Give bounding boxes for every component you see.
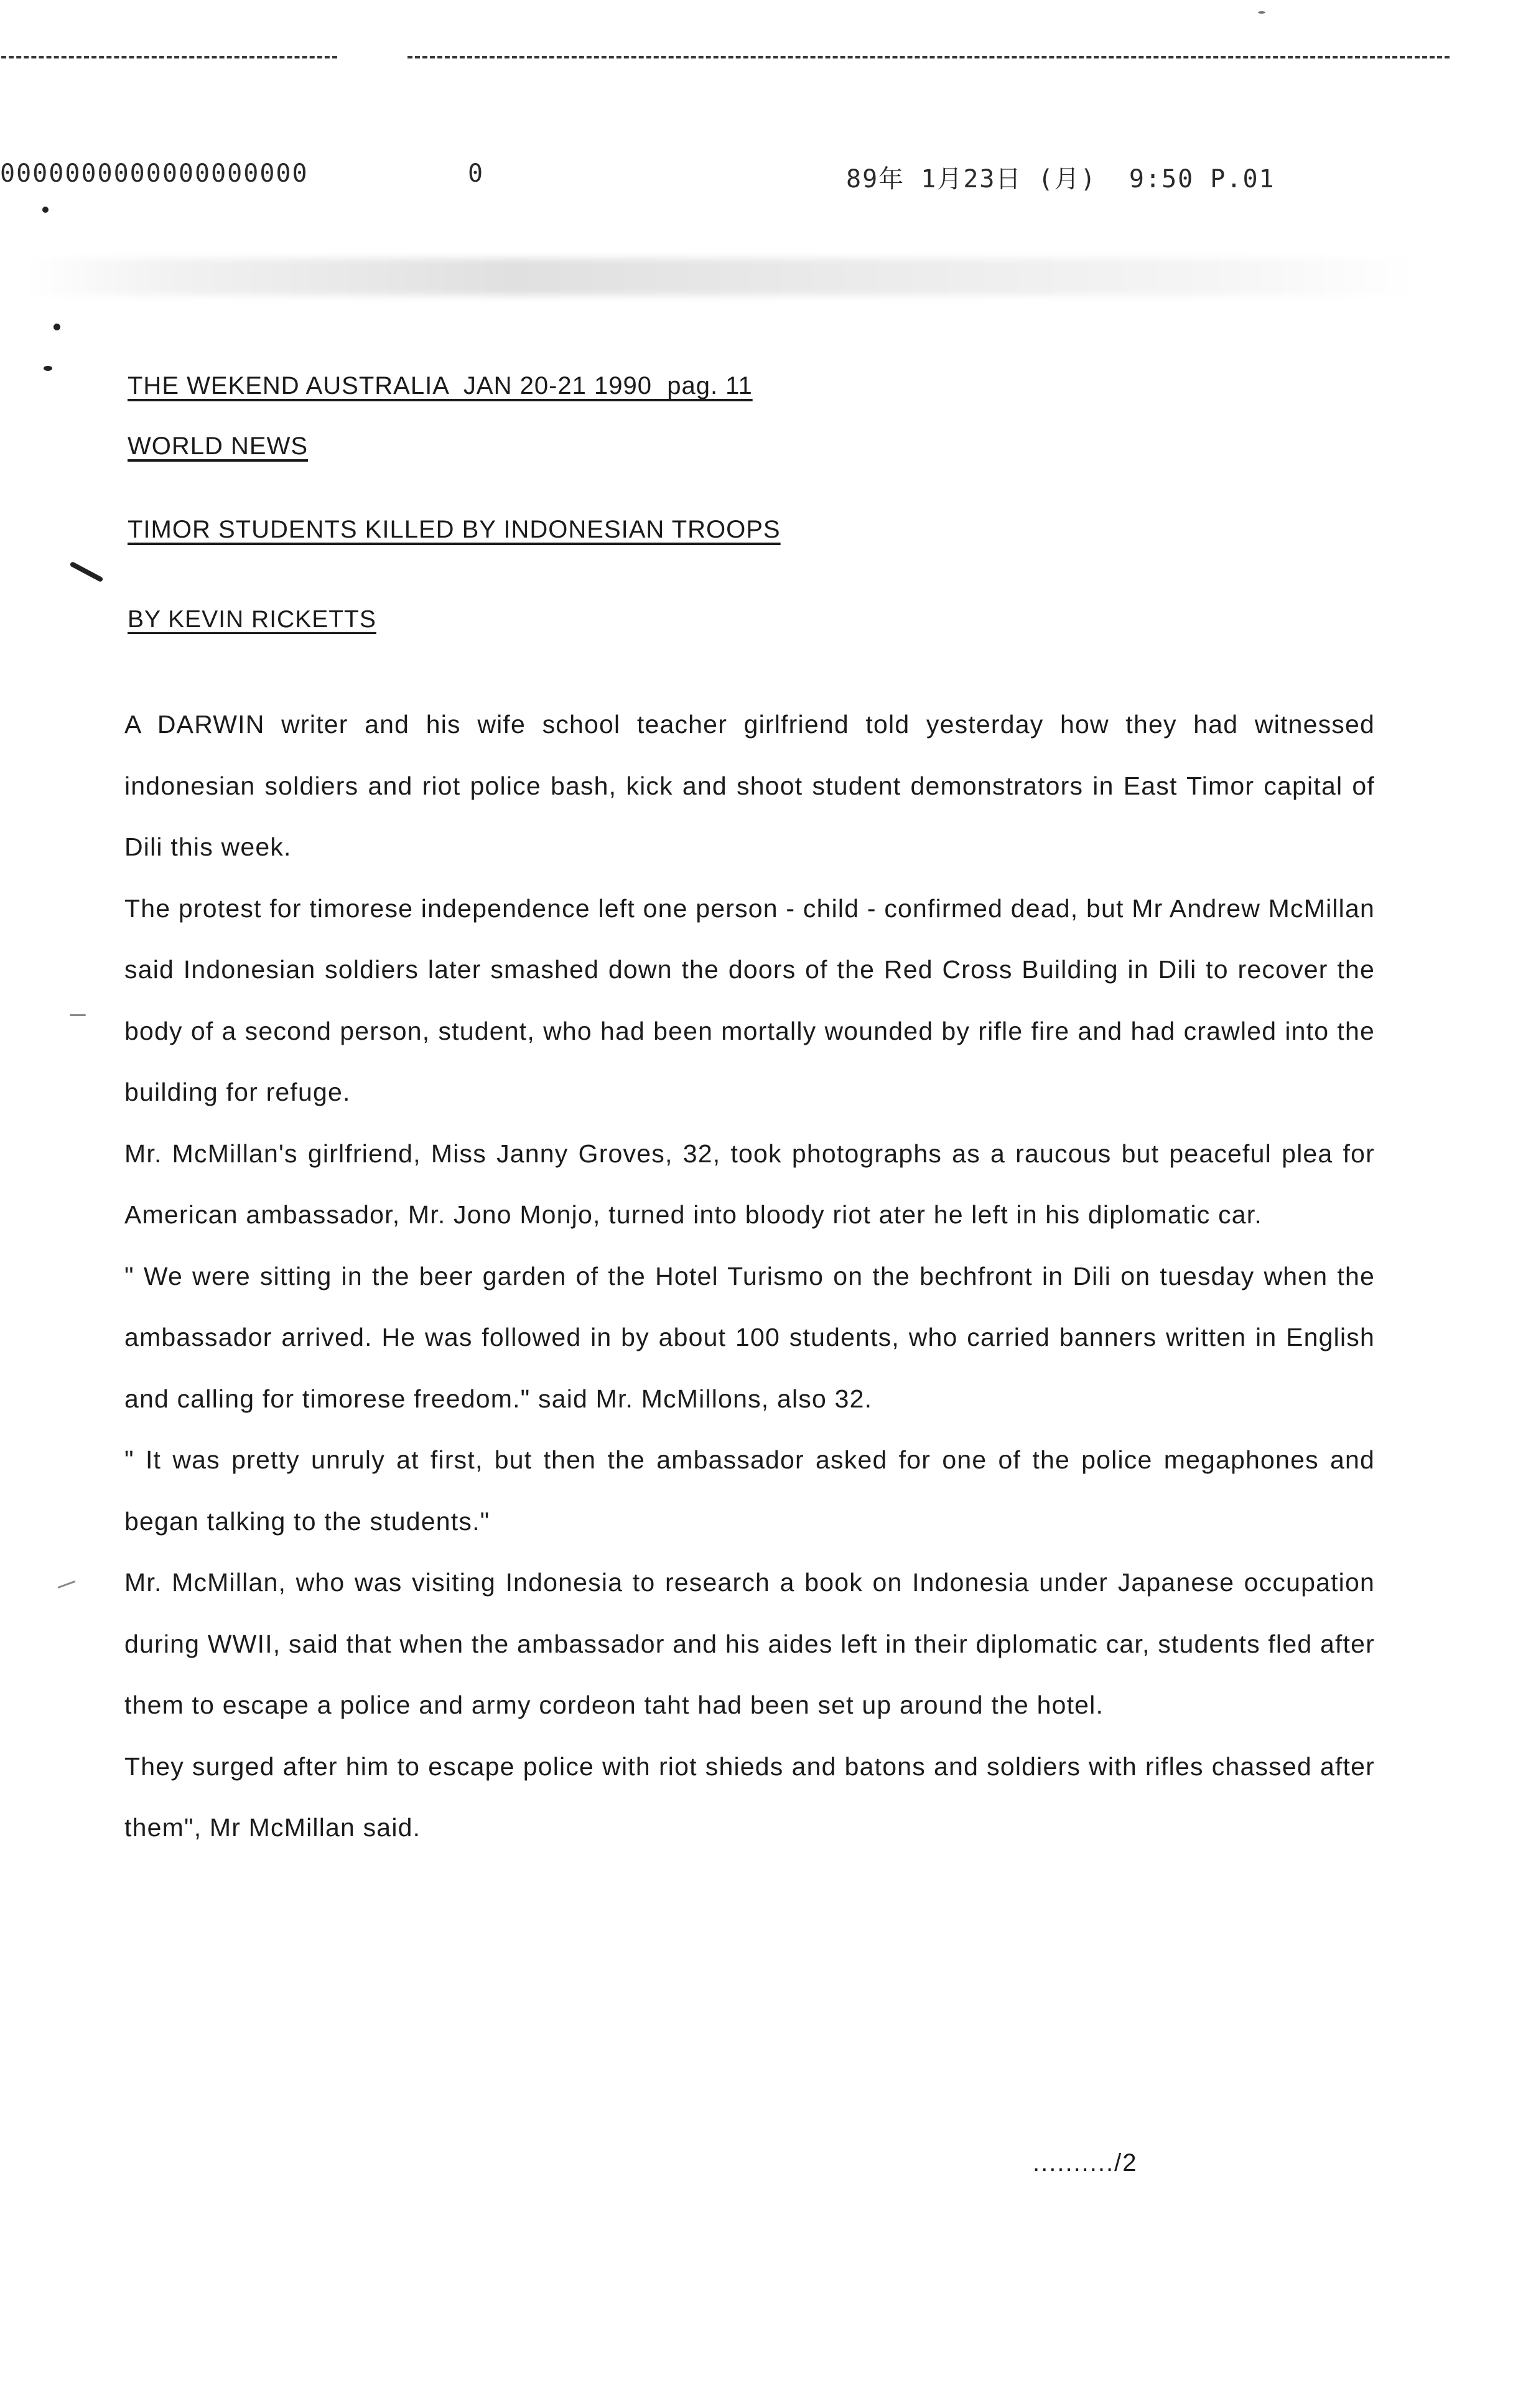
article-paragraph: " We were sitting in the beer garden of the Hotel Turismo on the bechfront in Dili on tuesday when the ambassador arrived. He was followed in by about 100 students, who carried banners written in English and calling for timorese freedom." said Mr. McMillons, also 32. [124, 1261, 1375, 1413]
article-body [124, 694, 1375, 1859]
fax-speck [70, 561, 104, 582]
fax-noise-band [25, 258, 1418, 296]
fax-speck [57, 1580, 75, 1589]
fax-header-code: 0000000000000000000 [0, 159, 309, 188]
page-continuation: ........../2 [1033, 2149, 1138, 2177]
fax-speck [44, 366, 52, 371]
article-paragraph: " It was pretty unruly at first, but then the ambassador asked for one of the police megaphones and began talking to the students." [124, 1445, 1375, 1536]
article-paragraph: They surged after him to escape police with riot shieds and batons and soldiers with rifles chassed after them", Mr McMillan said. [124, 1752, 1375, 1842]
article-paragraph: A DARWIN writer and his wife school teacher girlfriend told yesterday how they had witnessed indonesian soldiers and riot police bash, kick and shoot student demonstrators in East Timor capital of Dili this week. [124, 710, 1375, 861]
fax-header-timestamp: 89年 1月23日 (月) 9:50 P.01 [846, 165, 1275, 194]
article-paragraph: The protest for timorese independence left one person - child - confirmed dead, but Mr Andrew McMillan said Indonesian soldiers later smashed down the doors of the Red Cross Building in Dili to recover the body of a second person, student, who had been mortally wounded by rifle fire and had crawled into the building for refuge. [124, 894, 1375, 1106]
fax-top-dashed-rule-left [1, 56, 337, 58]
fax-speck [42, 207, 49, 213]
article-paragraph: Mr. McMillan's girlfriend, Miss Janny Groves, 32, took photographs as a raucous but peaceful plea for American ambassador, Mr. Jono Monjo, turned into bloody riot ater he left in his diplomatic car. [124, 1139, 1375, 1229]
section-heading: WORLD NEWS [128, 432, 308, 460]
article-title: TIMOR STUDENTS KILLED BY INDONESIAN TROOPS [128, 516, 781, 543]
fax-top-dashed-rule-right [407, 56, 1450, 58]
fax-speck [54, 324, 60, 330]
fax-speck [1258, 11, 1265, 14]
source-line: THE WEKEND AUSTRALIA JAN 20-21 1990 pag. 11 [128, 372, 753, 399]
article-paragraph: Mr. McMillan, who was visiting Indonesia to research a book on Indonesia under Japanese occupation during WWII, said that when the ambassador and his aides left in their diplomatic car, students fled after them to escape a police and army cordeon taht had been set up around the hotel. [124, 1568, 1375, 1719]
byline: BY KEVIN RICKETTS [128, 606, 376, 633]
fax-header-zero: 0 [468, 159, 485, 188]
fax-speck [70, 1014, 86, 1016]
